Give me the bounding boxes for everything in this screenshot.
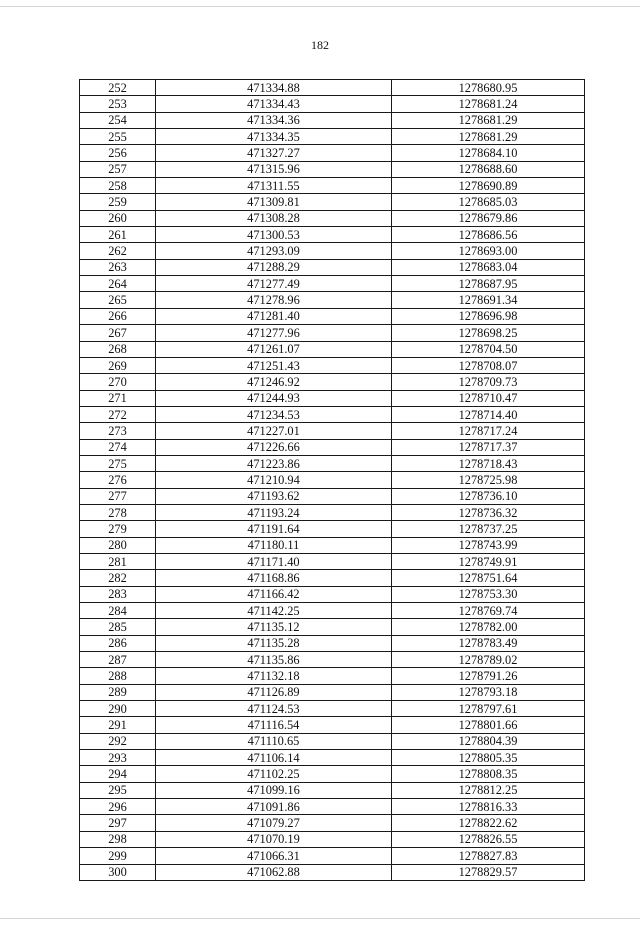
- point-number-cell: 276: [80, 472, 156, 488]
- x-coordinate-cell: 471288.29: [156, 259, 392, 275]
- x-coordinate-cell: 471308.28: [156, 210, 392, 226]
- table-row: [80, 864, 585, 880]
- table-row: [80, 668, 585, 684]
- y-coordinate-cell: 1278751.64: [392, 570, 585, 586]
- table-row: [80, 701, 585, 717]
- x-coordinate-cell: 471091.86: [156, 799, 392, 815]
- x-coordinate-cell: 471251.43: [156, 357, 392, 373]
- point-number-cell: 278: [80, 504, 156, 520]
- table-row: [80, 308, 585, 324]
- y-coordinate-cell: 1278783.49: [392, 635, 585, 651]
- coordinates-table-body: [80, 80, 585, 881]
- x-coordinate-cell: 471132.18: [156, 668, 392, 684]
- x-coordinate-cell: 471334.35: [156, 129, 392, 145]
- y-coordinate-cell: 1278805.35: [392, 750, 585, 766]
- table-row: [80, 652, 585, 668]
- table-row: [80, 292, 585, 308]
- y-coordinate-cell: 1278804.39: [392, 733, 585, 749]
- y-coordinate-cell: 1278743.99: [392, 537, 585, 553]
- y-coordinate-cell: 1278829.57: [392, 864, 585, 880]
- y-coordinate-cell: 1278808.35: [392, 766, 585, 782]
- point-number-cell: 277: [80, 488, 156, 504]
- point-number-cell: 274: [80, 439, 156, 455]
- x-coordinate-cell: 471070.19: [156, 831, 392, 847]
- table-row: [80, 488, 585, 504]
- table-row: [80, 145, 585, 161]
- table-row: [80, 439, 585, 455]
- x-coordinate-cell: 471226.66: [156, 439, 392, 455]
- y-coordinate-cell: 1278681.29: [392, 112, 585, 128]
- table-row: [80, 619, 585, 635]
- y-coordinate-cell: 1278737.25: [392, 521, 585, 537]
- scan-edge-top: [0, 6, 640, 7]
- point-number-cell: 271: [80, 390, 156, 406]
- table-row: [80, 717, 585, 733]
- table-row: [80, 259, 585, 275]
- x-coordinate-cell: 471334.88: [156, 80, 392, 96]
- x-coordinate-cell: 471079.27: [156, 815, 392, 831]
- point-number-cell: 296: [80, 799, 156, 815]
- y-coordinate-cell: 1278816.33: [392, 799, 585, 815]
- point-number-cell: 286: [80, 635, 156, 651]
- x-coordinate-cell: 471180.11: [156, 537, 392, 553]
- table-row: [80, 799, 585, 815]
- y-coordinate-cell: 1278684.10: [392, 145, 585, 161]
- table-row: [80, 750, 585, 766]
- point-number-cell: 295: [80, 782, 156, 798]
- y-coordinate-cell: 1278679.86: [392, 210, 585, 226]
- x-coordinate-cell: 471135.28: [156, 635, 392, 651]
- x-coordinate-cell: 471315.96: [156, 161, 392, 177]
- y-coordinate-cell: 1278710.47: [392, 390, 585, 406]
- point-number-cell: 265: [80, 292, 156, 308]
- point-number-cell: 254: [80, 112, 156, 128]
- point-number-cell: 259: [80, 194, 156, 210]
- point-number-cell: 287: [80, 652, 156, 668]
- table-row: [80, 357, 585, 373]
- point-number-cell: 299: [80, 848, 156, 864]
- y-coordinate-cell: 1278769.74: [392, 603, 585, 619]
- y-coordinate-cell: 1278686.56: [392, 227, 585, 243]
- point-number-cell: 279: [80, 521, 156, 537]
- x-coordinate-cell: 471171.40: [156, 553, 392, 569]
- y-coordinate-cell: 1278709.73: [392, 374, 585, 390]
- x-coordinate-cell: 471246.92: [156, 374, 392, 390]
- table-row: [80, 341, 585, 357]
- table-row: [80, 325, 585, 341]
- y-coordinate-cell: 1278718.43: [392, 455, 585, 471]
- y-coordinate-cell: 1278698.25: [392, 325, 585, 341]
- point-number-cell: 268: [80, 341, 156, 357]
- x-coordinate-cell: 471300.53: [156, 227, 392, 243]
- x-coordinate-cell: 471126.89: [156, 684, 392, 700]
- y-coordinate-cell: 1278725.98: [392, 472, 585, 488]
- y-coordinate-cell: 1278685.03: [392, 194, 585, 210]
- table-row: [80, 112, 585, 128]
- x-coordinate-cell: 471191.64: [156, 521, 392, 537]
- point-number-cell: 273: [80, 423, 156, 439]
- y-coordinate-cell: 1278693.00: [392, 243, 585, 259]
- point-number-cell: 293: [80, 750, 156, 766]
- point-number-cell: 275: [80, 455, 156, 471]
- x-coordinate-cell: 471062.88: [156, 864, 392, 880]
- point-number-cell: 253: [80, 96, 156, 112]
- y-coordinate-cell: 1278782.00: [392, 619, 585, 635]
- y-coordinate-cell: 1278708.07: [392, 357, 585, 373]
- scan-edge-bottom: [0, 918, 640, 919]
- x-coordinate-cell: 471261.07: [156, 341, 392, 357]
- point-number-cell: 256: [80, 145, 156, 161]
- x-coordinate-cell: 471227.01: [156, 423, 392, 439]
- y-coordinate-cell: 1278749.91: [392, 553, 585, 569]
- y-coordinate-cell: 1278688.60: [392, 161, 585, 177]
- y-coordinate-cell: 1278791.26: [392, 668, 585, 684]
- y-coordinate-cell: 1278753.30: [392, 586, 585, 602]
- table-row: [80, 766, 585, 782]
- point-number-cell: 252: [80, 80, 156, 96]
- point-number-cell: 285: [80, 619, 156, 635]
- point-number-cell: 298: [80, 831, 156, 847]
- table-row: [80, 537, 585, 553]
- x-coordinate-cell: 471110.65: [156, 733, 392, 749]
- x-coordinate-cell: 471334.36: [156, 112, 392, 128]
- point-number-cell: 258: [80, 178, 156, 194]
- point-number-cell: 264: [80, 276, 156, 292]
- table-row: [80, 455, 585, 471]
- table-row: [80, 782, 585, 798]
- table-row: [80, 194, 585, 210]
- table-row: [80, 96, 585, 112]
- table-row: [80, 243, 585, 259]
- point-number-cell: 288: [80, 668, 156, 684]
- y-coordinate-cell: 1278736.10: [392, 488, 585, 504]
- y-coordinate-cell: 1278691.34: [392, 292, 585, 308]
- y-coordinate-cell: 1278680.95: [392, 80, 585, 96]
- table-row: [80, 129, 585, 145]
- y-coordinate-cell: 1278822.62: [392, 815, 585, 831]
- table-row: [80, 684, 585, 700]
- x-coordinate-cell: 471168.86: [156, 570, 392, 586]
- x-coordinate-cell: 471281.40: [156, 308, 392, 324]
- table-row: [80, 390, 585, 406]
- x-coordinate-cell: 471193.24: [156, 504, 392, 520]
- point-number-cell: 263: [80, 259, 156, 275]
- point-number-cell: 260: [80, 210, 156, 226]
- x-coordinate-cell: 471124.53: [156, 701, 392, 717]
- table-row: [80, 521, 585, 537]
- table-row: [80, 423, 585, 439]
- point-number-cell: 291: [80, 717, 156, 733]
- table-row: [80, 374, 585, 390]
- table-row: [80, 276, 585, 292]
- table-row: [80, 733, 585, 749]
- y-coordinate-cell: 1278789.02: [392, 652, 585, 668]
- x-coordinate-cell: 471135.86: [156, 652, 392, 668]
- y-coordinate-cell: 1278714.40: [392, 406, 585, 422]
- y-coordinate-cell: 1278717.37: [392, 439, 585, 455]
- y-coordinate-cell: 1278696.98: [392, 308, 585, 324]
- x-coordinate-cell: 471142.25: [156, 603, 392, 619]
- y-coordinate-cell: 1278826.55: [392, 831, 585, 847]
- page-number: 182: [311, 38, 329, 52]
- table-row: [80, 210, 585, 226]
- point-number-cell: 300: [80, 864, 156, 880]
- table-row: [80, 570, 585, 586]
- x-coordinate-cell: 471116.54: [156, 717, 392, 733]
- point-number-cell: 262: [80, 243, 156, 259]
- x-coordinate-cell: 471277.96: [156, 325, 392, 341]
- y-coordinate-cell: 1278687.95: [392, 276, 585, 292]
- table-row: [80, 227, 585, 243]
- y-coordinate-cell: 1278793.18: [392, 684, 585, 700]
- table-row: [80, 815, 585, 831]
- point-number-cell: 284: [80, 603, 156, 619]
- table-row: [80, 635, 585, 651]
- point-number-cell: 272: [80, 406, 156, 422]
- point-number-cell: 266: [80, 308, 156, 324]
- x-coordinate-cell: 471166.42: [156, 586, 392, 602]
- x-coordinate-cell: 471244.93: [156, 390, 392, 406]
- x-coordinate-cell: 471135.12: [156, 619, 392, 635]
- x-coordinate-cell: 471277.49: [156, 276, 392, 292]
- x-coordinate-cell: 471293.09: [156, 243, 392, 259]
- point-number-cell: 282: [80, 570, 156, 586]
- table-row: [80, 406, 585, 422]
- point-number-cell: 270: [80, 374, 156, 390]
- point-number-cell: 267: [80, 325, 156, 341]
- point-number-cell: 294: [80, 766, 156, 782]
- table-row: [80, 603, 585, 619]
- point-number-cell: 281: [80, 553, 156, 569]
- x-coordinate-cell: 471234.53: [156, 406, 392, 422]
- point-number-cell: 297: [80, 815, 156, 831]
- y-coordinate-cell: 1278827.83: [392, 848, 585, 864]
- y-coordinate-cell: 1278681.29: [392, 129, 585, 145]
- point-number-cell: 269: [80, 357, 156, 373]
- y-coordinate-cell: 1278736.32: [392, 504, 585, 520]
- y-coordinate-cell: 1278704.50: [392, 341, 585, 357]
- x-coordinate-cell: 471099.16: [156, 782, 392, 798]
- y-coordinate-cell: 1278690.89: [392, 178, 585, 194]
- x-coordinate-cell: 471278.96: [156, 292, 392, 308]
- table-row: [80, 848, 585, 864]
- x-coordinate-cell: 471311.55: [156, 178, 392, 194]
- table-row: [80, 504, 585, 520]
- point-number-cell: 255: [80, 129, 156, 145]
- y-coordinate-cell: 1278683.04: [392, 259, 585, 275]
- y-coordinate-cell: 1278717.24: [392, 423, 585, 439]
- x-coordinate-cell: 471066.31: [156, 848, 392, 864]
- x-coordinate-cell: 471334.43: [156, 96, 392, 112]
- x-coordinate-cell: 471327.27: [156, 145, 392, 161]
- x-coordinate-cell: 471210.94: [156, 472, 392, 488]
- table-row: [80, 586, 585, 602]
- point-number-cell: 292: [80, 733, 156, 749]
- point-number-cell: 280: [80, 537, 156, 553]
- x-coordinate-cell: 471106.14: [156, 750, 392, 766]
- point-number-cell: 257: [80, 161, 156, 177]
- x-coordinate-cell: 471309.81: [156, 194, 392, 210]
- point-number-cell: 289: [80, 684, 156, 700]
- y-coordinate-cell: 1278681.24: [392, 96, 585, 112]
- x-coordinate-cell: 471223.86: [156, 455, 392, 471]
- x-coordinate-cell: 471102.25: [156, 766, 392, 782]
- y-coordinate-cell: 1278797.61: [392, 701, 585, 717]
- table-row: [80, 178, 585, 194]
- y-coordinate-cell: 1278812.25: [392, 782, 585, 798]
- x-coordinate-cell: 471193.62: [156, 488, 392, 504]
- table-row: [80, 80, 585, 96]
- table-row: [80, 161, 585, 177]
- point-number-cell: 261: [80, 227, 156, 243]
- coordinates-table: [79, 79, 585, 881]
- table-row: [80, 831, 585, 847]
- point-number-cell: 283: [80, 586, 156, 602]
- table-row: [80, 553, 585, 569]
- point-number-cell: 290: [80, 701, 156, 717]
- table-row: [80, 472, 585, 488]
- y-coordinate-cell: 1278801.66: [392, 717, 585, 733]
